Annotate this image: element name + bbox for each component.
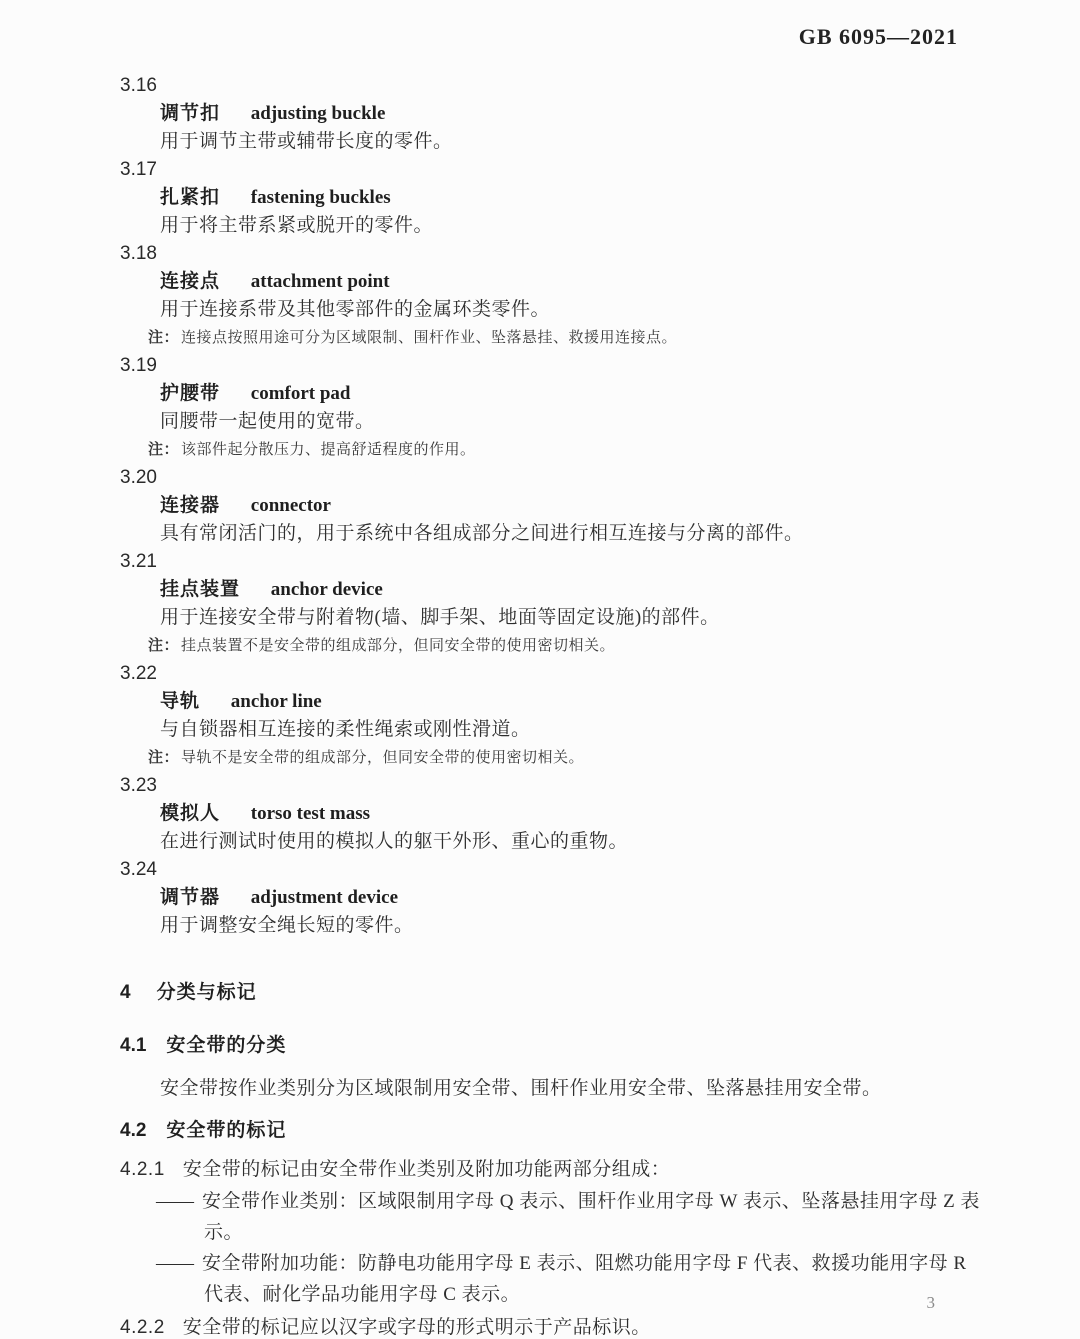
note-text: 挂点装置不是安全带的组成部分，但同安全带的使用密切相关。 [181,638,616,654]
page-number: 3 [926,1293,935,1312]
note-text: 导轨不是安全带的组成部分，但同安全带的使用密切相关。 [181,750,585,766]
note-text: 连接点按照用途可分为区域限制、围杆作业、坠落悬挂、救援用连接点。 [181,330,678,346]
em-dash: —— [156,1191,194,1212]
clause-4-2-heading [120,1116,990,1146]
clause-body: 安全带的标记应以汉字或字母的形式明示于产品标识。 [182,1317,651,1338]
term-section-3-16 [120,72,990,156]
term-en: fastening buckles [250,187,391,208]
clause-4-1-heading [120,1031,990,1061]
clause-4-section [120,978,990,1339]
clause-number: 3.24 [120,859,157,880]
term-section-3-21 [120,548,990,660]
term-definition: 同腰带一起使用的宽带。 [160,411,375,432]
note-label: 注： [148,637,180,654]
term-definition: 用于连接安全带与附着物(墙、脚手架、地面等固定设施)的部件。 [160,607,720,628]
clause-number: 3.19 [120,355,157,376]
term-definition: 具有常闭活门的，用于系统中各组成部分之间进行相互连接与分离的部件。 [160,523,804,544]
clause-number: 4.2 [120,1120,147,1141]
term-definition: 在进行测试时使用的模拟人的躯干外形、重心的重物。 [160,831,629,852]
term-section-3-22 [120,660,990,772]
clause-title: 安全带的分类 [166,1035,287,1056]
term-zh: 连接器 [160,495,221,516]
term-en: adjustment device [250,887,398,908]
clause-number: 3.23 [120,775,157,796]
clause-number: 4 [120,982,131,1003]
term-zh: 调节扣 [160,103,221,124]
term-definition: 用于连接系带及其他零部件的金属环类零件。 [160,299,551,320]
term-heading [120,688,990,716]
term-section-3-19 [120,352,990,464]
term-en: connector [250,495,331,516]
clause-number: 3.17 [120,159,157,180]
term-section-3-20 [120,464,990,548]
term-definition: 与自锁器相互连接的柔性绳索或刚性滑道。 [160,719,531,740]
clause-number: 4.2.1 [120,1159,165,1180]
term-section-3-23 [120,772,990,856]
term-en: adjusting buckle [250,103,386,124]
term-zh: 导轨 [160,691,201,712]
clause-number: 3.16 [120,75,157,96]
note-label: 注： [148,749,180,766]
term-section-3-17 [120,156,990,240]
term-heading [120,884,990,912]
note-label: 注： [148,441,180,458]
list-item-text: 安全带作业类别：区域限制用字母 Q 表示、围杆作业用字母 W 表示、坠落悬挂用字母 Z 表示。 [202,1191,980,1243]
note-label: 注： [148,329,180,346]
page-content [120,72,990,1339]
term-definition: 用于调整安全绳长短的零件。 [160,915,414,936]
term-zh: 调节器 [160,887,221,908]
term-note [120,436,990,464]
term-note [120,324,990,352]
clause-number: 3.21 [120,551,157,572]
list-item-text: 安全带附加功能：防静电功能用字母 E 表示、阻燃功能用字母 F 代表、救援功能用字母 R 代表、耐化学品功能用字母 C 表示。 [202,1253,967,1305]
clause-number: 3.22 [120,663,157,684]
term-section-3-18 [120,240,990,352]
clause-4-2-1-para [120,1154,990,1186]
term-zh: 护腰带 [160,383,221,404]
term-en: comfort pad [250,383,351,404]
term-zh: 模拟人 [160,803,221,824]
term-heading [120,184,990,212]
term-heading [120,100,990,128]
term-definition: 用于调节主带或辅带长度的零件。 [160,131,453,152]
note-text: 该部件起分散压力、提高舒适程度的作用。 [181,442,476,458]
term-heading [120,800,990,828]
term-en: torso test mass [250,803,371,824]
document-number: GB 6095—2021 [798,24,958,49]
list-item-additional-function [120,1248,990,1310]
clause-number: 3.20 [120,467,157,488]
clause-4-heading [120,978,990,1008]
term-zh: 连接点 [160,271,221,292]
term-zh: 挂点装置 [160,579,241,600]
term-zh: 扎紧扣 [160,187,221,208]
term-note [120,744,990,772]
em-dash: —— [156,1253,194,1274]
term-en: anchor device [270,579,383,600]
term-heading [120,380,990,408]
clause-body: 安全带的标记由安全带作业类别及附加功能两部分组成： [182,1159,671,1180]
clause-4-2-2-para [120,1312,990,1339]
term-en: attachment point [250,271,390,292]
clause-number: 4.1 [120,1035,147,1056]
list-item-work-category [120,1186,990,1248]
clause-number: 4.2.2 [120,1317,165,1338]
term-heading [120,576,990,604]
clause-title: 安全带的标记 [166,1120,287,1141]
clause-number: 3.18 [120,243,157,264]
term-heading [120,492,990,520]
term-section-3-24 [120,856,990,940]
clause-4-1-body: 安全带按作业类别分为区域限制用安全带、围杆作业用安全带、坠落悬挂用安全带。 [160,1078,882,1099]
term-heading [120,268,990,296]
term-definition: 用于将主带系紧或脱开的零件。 [160,215,434,236]
clause-title: 分类与标记 [156,982,257,1003]
term-en: anchor line [230,691,322,712]
term-note [120,632,990,660]
